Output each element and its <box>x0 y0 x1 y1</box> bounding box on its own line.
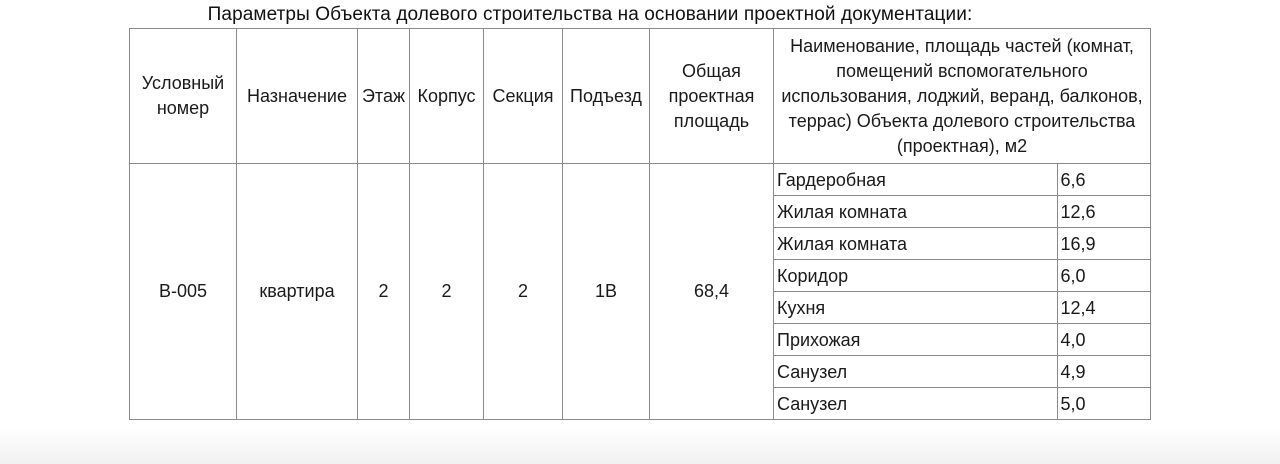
header-floor: Этаж <box>358 29 410 164</box>
room-name: Кухня <box>774 292 1057 324</box>
room-area: 6,6 <box>1057 164 1151 196</box>
room-name: Гардеробная <box>774 164 1057 196</box>
header-building: Корпус <box>410 29 484 164</box>
room-name: Жилая комната <box>774 228 1057 260</box>
room-row <box>774 260 1151 292</box>
room-name: Прихожая <box>774 324 1057 356</box>
header-section: Секция <box>484 29 563 164</box>
room-area: 6,0 <box>1057 260 1151 292</box>
header-purpose: Назначение <box>237 29 358 164</box>
room-row <box>774 292 1151 324</box>
room-area: 16,9 <box>1057 228 1151 260</box>
room-row <box>774 324 1151 356</box>
parameters-table <box>129 28 1151 420</box>
room-area: 12,6 <box>1057 196 1151 228</box>
room-row <box>774 196 1151 228</box>
room-area: 5,0 <box>1057 388 1151 420</box>
room-name: Санузел <box>774 356 1057 388</box>
cell-rooms <box>774 164 1151 420</box>
room-area: 12,4 <box>1057 292 1151 324</box>
table-row <box>130 164 1151 420</box>
header-row <box>130 29 1151 164</box>
header-entrance: Подъезд <box>563 29 650 164</box>
room-row <box>774 388 1151 420</box>
header-rooms: Наименование, площадь частей (комнат, помещений вспомогательного использования, лоджий, веранд, балконов, террас) Объекта долевого строительства (проектная), м2 <box>774 29 1151 164</box>
room-row <box>774 356 1151 388</box>
cell-floor: 2 <box>358 164 410 420</box>
cell-area: 68,4 <box>650 164 774 420</box>
rooms-table <box>774 164 1151 419</box>
room-row <box>774 164 1151 196</box>
cell-number: В-005 <box>130 164 237 420</box>
cell-section: 2 <box>484 164 563 420</box>
header-area: Общая проектная площадь <box>650 29 774 164</box>
room-name: Коридор <box>774 260 1057 292</box>
room-name: Санузел <box>774 388 1057 420</box>
room-name: Жилая комната <box>774 196 1057 228</box>
room-area: 4,9 <box>1057 356 1151 388</box>
header-number: Условный номер <box>130 29 237 164</box>
room-area: 4,0 <box>1057 324 1151 356</box>
cell-purpose: квартира <box>237 164 358 420</box>
page-title: Параметры Объекта долевого строительства на основании проектной документации: <box>207 4 973 25</box>
cell-entrance: 1В <box>563 164 650 420</box>
cell-building: 2 <box>410 164 484 420</box>
room-row <box>774 228 1151 260</box>
